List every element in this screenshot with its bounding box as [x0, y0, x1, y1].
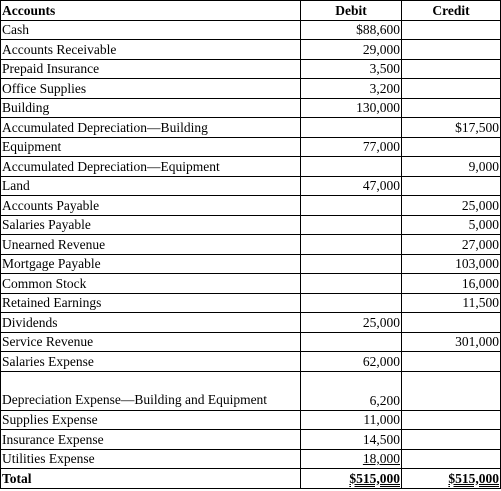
- table-row: [1, 410, 501, 430]
- account-name: Insurance Expense: [1, 430, 301, 450]
- total-debit: [301, 469, 402, 489]
- table-row: [1, 449, 501, 469]
- account-name: Mortgage Payable: [1, 254, 301, 274]
- debit-value: 11,000: [301, 410, 402, 430]
- account-name: Unearned Revenue: [1, 235, 301, 255]
- debit-value: [301, 235, 402, 255]
- total-label: Total: [1, 469, 301, 489]
- credit-value: [402, 371, 501, 410]
- table-row: [1, 40, 501, 60]
- credit-value: [402, 40, 501, 60]
- account-name: Salaries Expense: [1, 352, 301, 372]
- account-name: Retained Earnings: [1, 293, 301, 313]
- table-row: [1, 79, 501, 99]
- debit-value: [301, 449, 402, 469]
- table-row: [1, 98, 501, 118]
- account-name: Equipment: [1, 137, 301, 157]
- table-row: [1, 137, 501, 157]
- credit-value: 5,000: [402, 215, 501, 235]
- debit-value: 14,500: [301, 430, 402, 450]
- account-name: Accounts Receivable: [1, 40, 301, 60]
- credit-value: [402, 137, 501, 157]
- table-row: [1, 59, 501, 79]
- header-row: [1, 1, 501, 21]
- table-row: [1, 235, 501, 255]
- double-underlined-amount: $515,000: [349, 470, 400, 486]
- account-name: Service Revenue: [1, 332, 301, 352]
- credit-value: $17,500: [402, 118, 501, 138]
- credit-value: [402, 352, 501, 372]
- account-name: Dividends: [1, 313, 301, 333]
- account-name: Depreciation Expense—Building and Equipment: [1, 371, 301, 410]
- debit-value: [301, 293, 402, 313]
- credit-column-header: Credit: [402, 1, 501, 21]
- account-name: Prepaid Insurance: [1, 59, 301, 79]
- double-underlined-amount: $515,000: [448, 470, 499, 486]
- table-row: [1, 20, 501, 40]
- credit-value: [402, 449, 501, 469]
- debit-value: [301, 157, 402, 177]
- credit-value: 9,000: [402, 157, 501, 177]
- account-name: Cash: [1, 20, 301, 40]
- table-row: [1, 215, 501, 235]
- debit-value: 3,200: [301, 79, 402, 99]
- total-credit: [402, 469, 501, 489]
- debit-value: 47,000: [301, 176, 402, 196]
- credit-value: 11,500: [402, 293, 501, 313]
- account-name: Salaries Payable: [1, 215, 301, 235]
- credit-value: 25,000: [402, 196, 501, 216]
- debit-column-header: Debit: [301, 1, 402, 21]
- debit-value: 77,000: [301, 137, 402, 157]
- credit-value: 103,000: [402, 254, 501, 274]
- credit-value: [402, 79, 501, 99]
- credit-value: 16,000: [402, 274, 501, 294]
- credit-value: [402, 59, 501, 79]
- debit-value: 25,000: [301, 313, 402, 333]
- table-row: [1, 332, 501, 352]
- debit-value: [301, 196, 402, 216]
- credit-value: [402, 430, 501, 450]
- credit-value: [402, 313, 501, 333]
- table-row: [1, 274, 501, 294]
- account-name: Accounts Payable: [1, 196, 301, 216]
- account-name: Building: [1, 98, 301, 118]
- table-row: [1, 293, 501, 313]
- debit-value: [301, 215, 402, 235]
- debit-value: [301, 118, 402, 138]
- table-row: [1, 371, 501, 410]
- account-name: Accumulated Depreciation—Equipment: [1, 157, 301, 177]
- credit-value: [402, 98, 501, 118]
- debit-value: 3,500: [301, 59, 402, 79]
- debit-value: [301, 332, 402, 352]
- credit-value: 27,000: [402, 235, 501, 255]
- account-name: Land: [1, 176, 301, 196]
- credit-value: 301,000: [402, 332, 501, 352]
- accounts-column-header: Accounts: [1, 1, 301, 21]
- table-row: [1, 176, 501, 196]
- table-row: [1, 157, 501, 177]
- credit-value: [402, 410, 501, 430]
- account-name: Utilities Expense: [1, 449, 301, 469]
- total-row: [1, 469, 501, 489]
- account-name: Accumulated Depreciation—Building: [1, 118, 301, 138]
- debit-value: 130,000: [301, 98, 402, 118]
- debit-value: 62,000: [301, 352, 402, 372]
- table-row: [1, 352, 501, 372]
- table-row: [1, 430, 501, 450]
- table-row: [1, 118, 501, 138]
- credit-value: [402, 20, 501, 40]
- underlined-amount: 18,000: [362, 451, 400, 466]
- table-row: [1, 313, 501, 333]
- credit-value: [402, 176, 501, 196]
- debit-value: $88,600: [301, 20, 402, 40]
- debit-value: 6,200: [301, 371, 402, 410]
- account-name: Office Supplies: [1, 79, 301, 99]
- account-name: Common Stock: [1, 274, 301, 294]
- debit-value: 29,000: [301, 40, 402, 60]
- table-row: [1, 254, 501, 274]
- table-row: [1, 196, 501, 216]
- debit-value: [301, 254, 402, 274]
- debit-value: [301, 274, 402, 294]
- account-name: Supplies Expense: [1, 410, 301, 430]
